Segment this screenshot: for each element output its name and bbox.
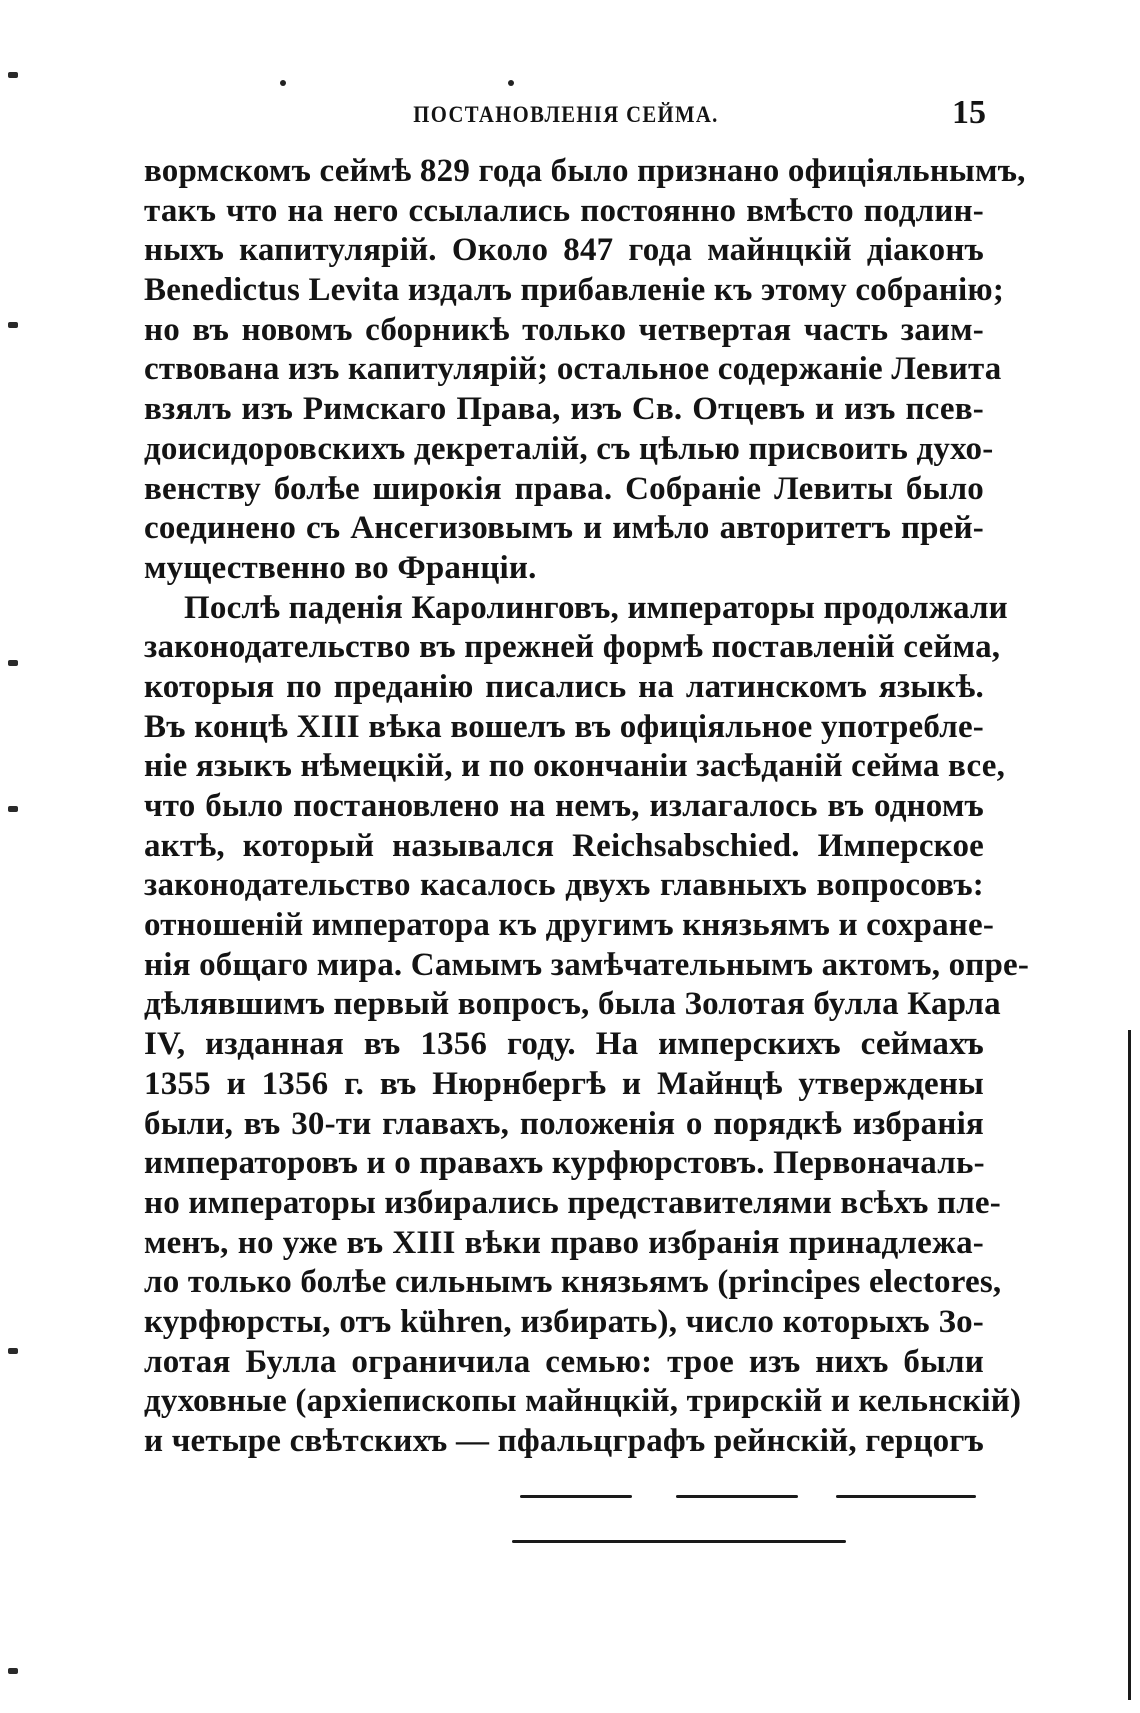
pencil-underline	[836, 1495, 976, 1498]
page-number: 15	[952, 94, 986, 131]
ink-speck	[508, 80, 514, 86]
page-edge-rule	[1128, 1030, 1131, 1700]
scan-mark	[8, 1668, 18, 1674]
running-head: ПОСТАНОВЛЕНІЯ СЕЙМА.	[413, 102, 719, 127]
ink-speck	[280, 80, 286, 86]
text-line: лотая Булла ограничила семью: трое изъ нихъ были	[144, 1343, 984, 1380]
text-line: доисидоровскихъ декреталій, съ цѣлью присвоить духо-	[144, 430, 994, 467]
text-line: нія общаго мира. Самымъ замѣчательнымъ актомъ, опре-	[144, 946, 1030, 983]
text-line: 1355 и 1356 г. въ Нюрнбергѣ и Майнцѣ утверждены	[144, 1065, 984, 1102]
text-line: актѣ, который назывался Reichsabschied. Имперское	[144, 827, 984, 864]
text-line: курфюрсты, отъ kühren, избирать), число которыхъ Зо-	[144, 1303, 984, 1340]
text-line: но въ новомъ сборникѣ только четвертая часть заим-	[144, 311, 984, 348]
page-header	[146, 96, 986, 136]
text-line: ло только болѣе сильнымъ князьямъ (principes electores,	[144, 1264, 1002, 1301]
text-line: Benedictus Levita издалъ прибавленіе къ этому собранію;	[144, 272, 1005, 309]
text-line: взялъ изъ Римскаго Права, изъ Св. Отцевъ и изъ псев-	[144, 391, 984, 428]
scan-mark	[8, 660, 18, 666]
body-text	[144, 152, 1030, 1462]
pencil-underline	[676, 1495, 798, 1498]
text-line: что было постановлено на немъ, излагалось въ одномъ	[144, 788, 984, 824]
scan-mark	[8, 72, 18, 78]
text-line: ніе языкъ нѣмецкій, и по окончаніи засѣданій сейма все,	[144, 748, 1006, 785]
text-line: отношеній императора къ другимъ князьямъ и сохране-	[144, 907, 995, 944]
text-line: Послѣ паденія Каролинговъ, императоры продолжали	[184, 589, 1008, 626]
pencil-underline	[512, 1540, 846, 1543]
text-line: которыя по преданію писались на латинскомъ языкѣ.	[144, 668, 984, 705]
text-line: IV, изданная въ 1356 году. На имперскихъ сеймахъ	[144, 1026, 984, 1063]
text-line: были, въ 30-ти главахъ, положенія о порядкѣ избранія	[144, 1105, 984, 1142]
text-line: законодательство касалось двухъ главныхъ вопросовъ:	[144, 867, 984, 904]
text-line: законодательство въ прежней формѣ поставленій сейма,	[144, 629, 1001, 666]
text-line: такъ что на него ссылались постоянно вмѣсто подлин-	[144, 192, 984, 229]
text-line: ствована изъ капитулярій; остальное содержаніе Левита	[144, 351, 1002, 388]
pencil-underline	[520, 1495, 632, 1498]
text-line: соединено съ Ансегизовымъ и имѣло авторитетъ прей-	[144, 510, 984, 547]
scan-mark	[8, 1348, 18, 1354]
text-line: и четыре свѣтскихъ — пфальцграфъ рейнскій, герцогъ	[144, 1423, 984, 1459]
text-line: императоровъ и о правахъ курфюрстовъ. Первоначаль-	[144, 1145, 985, 1182]
text-line: венству болѣе широкія права. Собраніе Левиты было	[144, 470, 984, 507]
scan-mark	[8, 322, 18, 328]
text-line: дѣлявшимъ первый вопросъ, была Золотая булла Карла	[144, 986, 1001, 1023]
text-line: но императоры избирались представителями всѣхъ пле-	[144, 1184, 1001, 1221]
text-line: духовные (архіепископы майнцкій, трирскій и кельнскій)	[144, 1383, 1022, 1420]
text-line: ныхъ капитулярій. Около 847 года майнцкій діаконъ	[144, 232, 984, 269]
text-line: мущественно во Франціи.	[144, 549, 537, 586]
text-line: вормскомъ сеймѣ 829 года было признано офиціяльнымъ,	[144, 153, 1026, 189]
text-line: Въ концѣ XIII вѣка вошелъ въ офиціяльное употребле-	[144, 708, 984, 745]
scan-mark	[8, 806, 18, 812]
text-line: менъ, но уже въ XIII вѣки право избранія принадлежа-	[144, 1224, 984, 1261]
